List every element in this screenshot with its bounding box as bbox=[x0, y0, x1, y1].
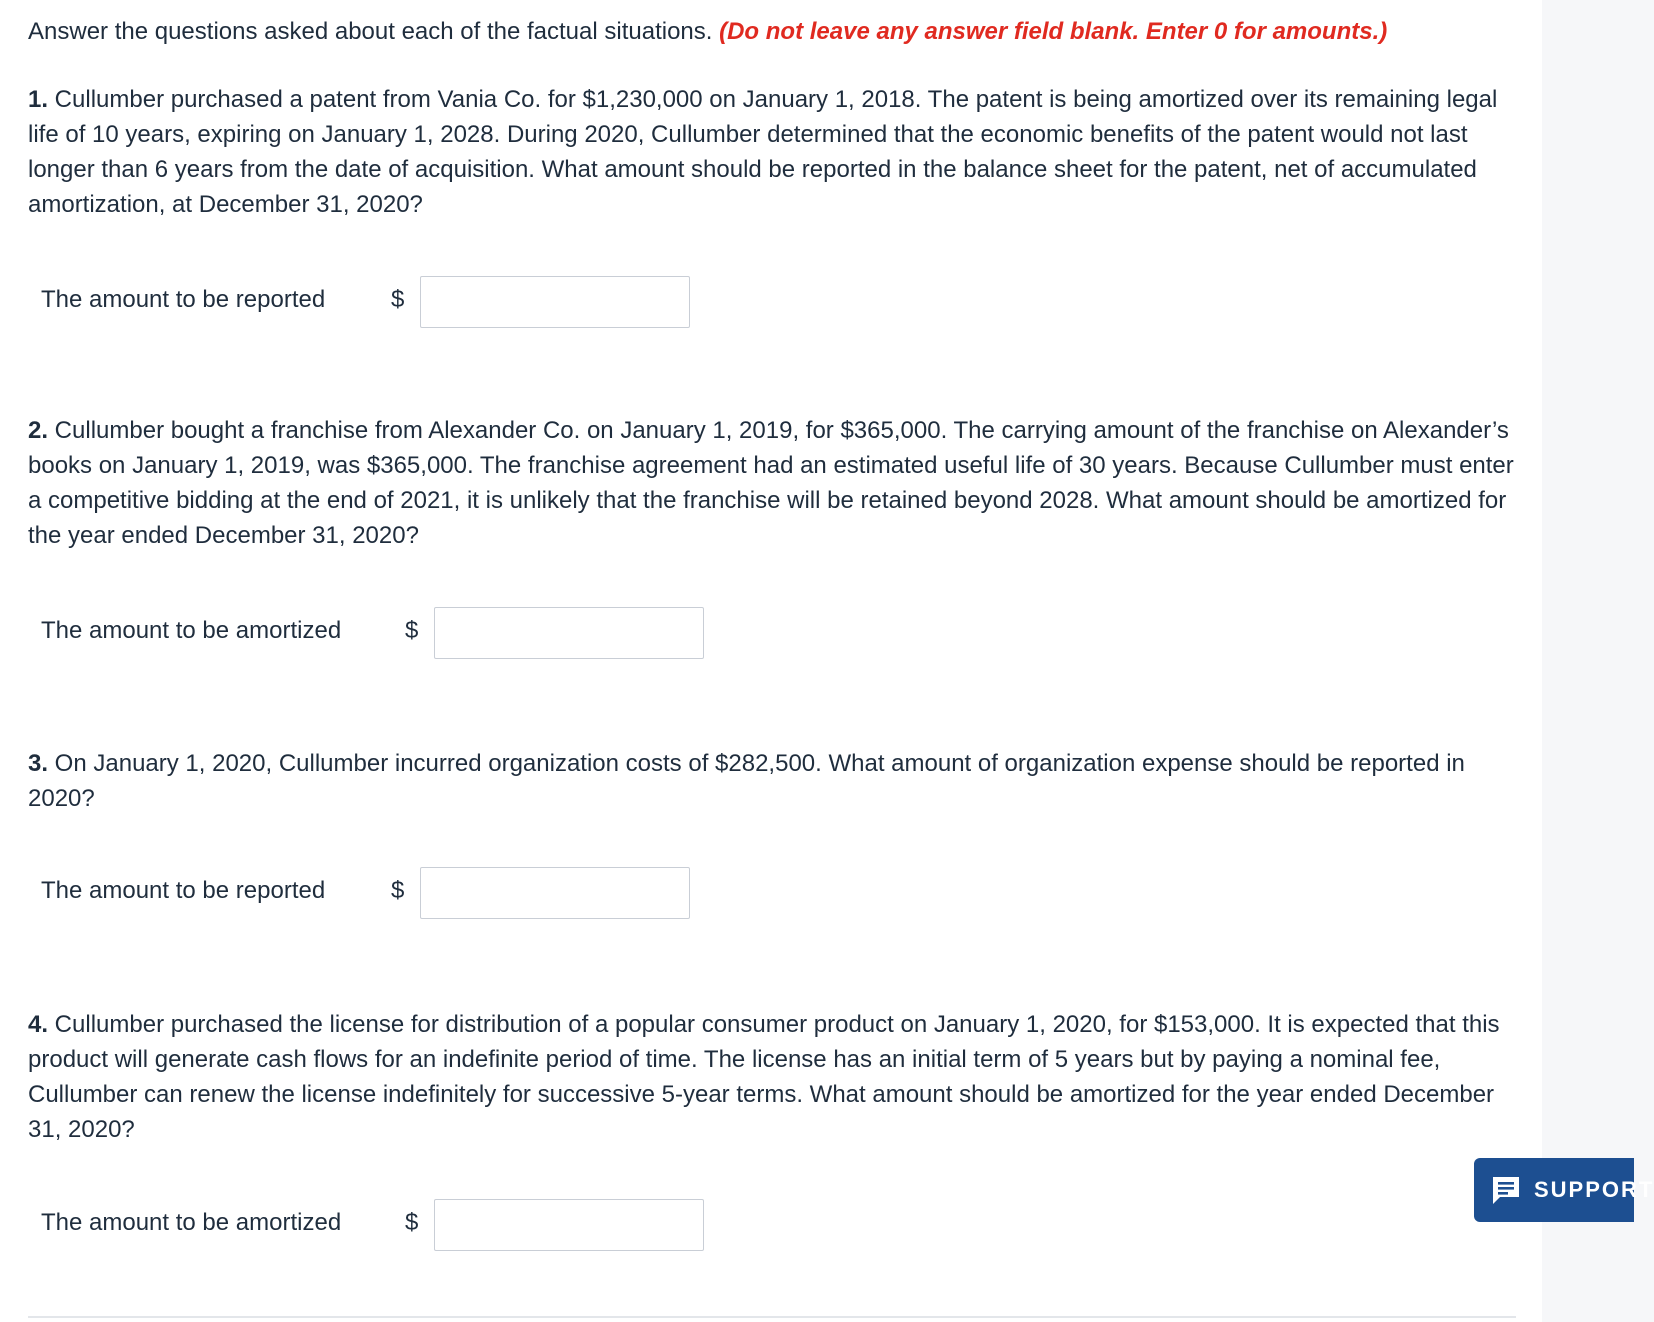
question-number: 3. bbox=[28, 750, 49, 777]
answer-input-1[interactable] bbox=[420, 276, 690, 328]
question-text: Cullumber purchased a patent from Vania Co. for $1,230,000 on January 1, 2018. The patent is being amortized over its remaining legal life of 10 years, expiring on January 1, 2028. During 2020, Cullumber determined that the economic benefits of the patent would not last longer than 6 years from the date of acquisition. What amount should be reported in the balance sheet for the patent, net of accumulated amortization, at December 31, 2020? bbox=[28, 86, 1498, 218]
currency-symbol: $ bbox=[405, 1209, 419, 1236]
question-number: 2. bbox=[28, 417, 49, 444]
question-3 bbox=[28, 746, 1518, 816]
question-number: 4. bbox=[28, 1011, 49, 1038]
bottom-divider bbox=[28, 1316, 1516, 1318]
support-button[interactable] bbox=[1474, 1158, 1654, 1222]
question-2 bbox=[28, 413, 1518, 553]
question-1 bbox=[28, 82, 1518, 222]
instructions bbox=[28, 16, 1387, 48]
answer-label: The amount to be reported bbox=[41, 877, 326, 904]
question-text: On January 1, 2020, Cullumber incurred organization costs of $282,500. What amount of organization expense should be reported in 2020? bbox=[28, 750, 1465, 812]
question-text: Cullumber purchased the license for distribution of a popular consumer product on January 1, 2020, for $153,000. It is expected that this product will generate cash flows for an indefinite period of time. The license has an initial term of 5 years but by paying a nominal fee, Cullumber can renew the license indefinitely for successive 5-year terms. What amount should be amortized for the year ended December 31, 2020? bbox=[28, 1011, 1500, 1143]
answer-input-2[interactable] bbox=[434, 607, 704, 659]
answer-label: The amount to be amortized bbox=[41, 617, 342, 644]
answer-label: The amount to be reported bbox=[41, 286, 326, 313]
currency-symbol: $ bbox=[391, 286, 405, 313]
answer-input-4[interactable] bbox=[434, 1199, 704, 1251]
chat-bubble-icon bbox=[1490, 1174, 1522, 1206]
question-4 bbox=[28, 1007, 1518, 1147]
currency-symbol: $ bbox=[391, 877, 405, 904]
answer-label: The amount to be amortized bbox=[41, 1209, 342, 1236]
currency-symbol: $ bbox=[405, 617, 419, 644]
instructions-text: Answer the questions asked about each of the factual situations. bbox=[28, 18, 720, 45]
support-label: SUPPORT bbox=[1534, 1177, 1654, 1202]
instructions-note: (Do not leave any answer field blank. Enter 0 for amounts.) bbox=[719, 18, 1388, 45]
answer-input-3[interactable] bbox=[420, 867, 690, 919]
question-number: 1. bbox=[28, 86, 49, 113]
question-text: Cullumber bought a franchise from Alexander Co. on January 1, 2019, for $365,000. The carrying amount of the franchise on Alexander’s books on January 1, 2019, was $365,000. The franchise agreement had an estimated useful life of 30 years. Because Cullumber must enter a competitive bidding at the end of 2021, it is unlikely that the franchise will be retained beyond 2028. What amount should be amortized for the year ended December 31, 2020? bbox=[28, 417, 1514, 549]
